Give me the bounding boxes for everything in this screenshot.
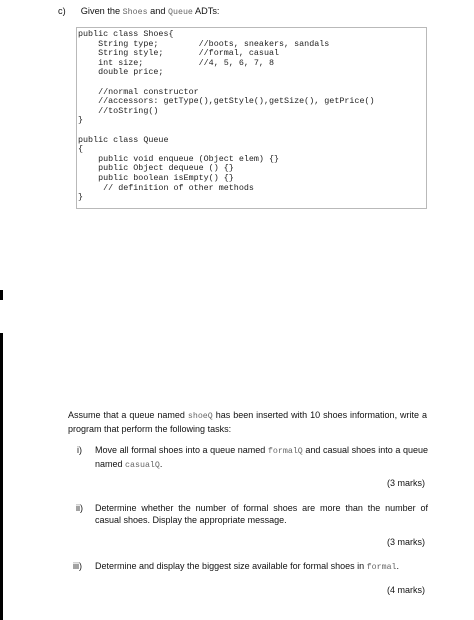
task-iii-marks: (4 marks) bbox=[387, 585, 425, 595]
code-line: double price; bbox=[78, 67, 164, 78]
question-label: c) bbox=[58, 6, 66, 16]
code-line: //toString() bbox=[78, 105, 159, 116]
intro-code-shoes: Shoes bbox=[122, 8, 148, 17]
task-i-code-casualq: casualQ bbox=[125, 461, 160, 470]
code-line: // definition of other methods bbox=[78, 182, 254, 193]
intro-code-queue: Queue bbox=[168, 8, 193, 17]
intro-prefix: Given the bbox=[80, 6, 123, 16]
code-line: int size; //4, 5, 6, 7, 8 bbox=[78, 57, 275, 68]
task-i-label: i) bbox=[77, 445, 82, 455]
page-edge-mark-bottom bbox=[0, 333, 3, 620]
code-line: public boolean isEmpty() {} bbox=[78, 172, 234, 183]
task-ii-text: Determine whether the number of formal shoes are more than the number of casual shoes. Display the appropriate message. bbox=[95, 503, 428, 525]
code-line: String style; //formal, casual bbox=[78, 48, 280, 59]
code-listing bbox=[78, 30, 375, 203]
task-i-text-1: Move all formal shoes into a queue named bbox=[95, 445, 268, 455]
task-i-text-3: . bbox=[159, 459, 163, 469]
code-line: public class Queue bbox=[78, 134, 169, 145]
code-box bbox=[76, 27, 427, 209]
task-iii-label: iii) bbox=[73, 561, 82, 571]
task-ii-marks: (3 marks) bbox=[387, 537, 425, 547]
code-line: } bbox=[78, 192, 84, 203]
task-ii-label: ii) bbox=[76, 503, 83, 513]
task-iii-text bbox=[95, 560, 428, 574]
question-intro bbox=[58, 5, 418, 19]
assumption-text-1: Assume that a queue named bbox=[68, 410, 188, 420]
code-line: String type; //boots, sneakers, sandals bbox=[78, 38, 330, 49]
code-line: //accessors: getType(),getStyle(),getSize(), getPrice() bbox=[78, 96, 375, 107]
code-line: public void enqueue (Object elem) {} bbox=[78, 153, 280, 164]
page-edge-mark-top bbox=[0, 290, 3, 300]
assumption-code-shoeq: shoeQ bbox=[187, 412, 213, 421]
intro-mid: and bbox=[147, 6, 169, 16]
code-line: public Object dequeue () {} bbox=[78, 163, 234, 174]
task-iii-text-1: Determine and display the biggest size available for formal shoes in bbox=[95, 561, 367, 571]
task-i-text-2: and casual shoes into a queue named bbox=[95, 445, 428, 469]
code-line: { bbox=[78, 144, 84, 155]
task-iii-text-2: . bbox=[396, 561, 400, 571]
task-i-text bbox=[95, 444, 428, 472]
task-iii-code-formal: formal bbox=[366, 563, 397, 572]
intro-suffix: ADTs: bbox=[192, 6, 220, 16]
code-line: } bbox=[78, 115, 84, 126]
task-i-code-formalq: formalQ bbox=[267, 447, 303, 456]
assumption-text-2: has been inserted with 10 shoes information, write a program that perform the following tasks: bbox=[68, 410, 427, 434]
assumption-paragraph bbox=[68, 409, 427, 435]
code-line: //normal constructor bbox=[78, 86, 199, 97]
code-line: public class Shoes{ bbox=[78, 29, 174, 39]
task-i-marks: (3 marks) bbox=[387, 478, 425, 488]
